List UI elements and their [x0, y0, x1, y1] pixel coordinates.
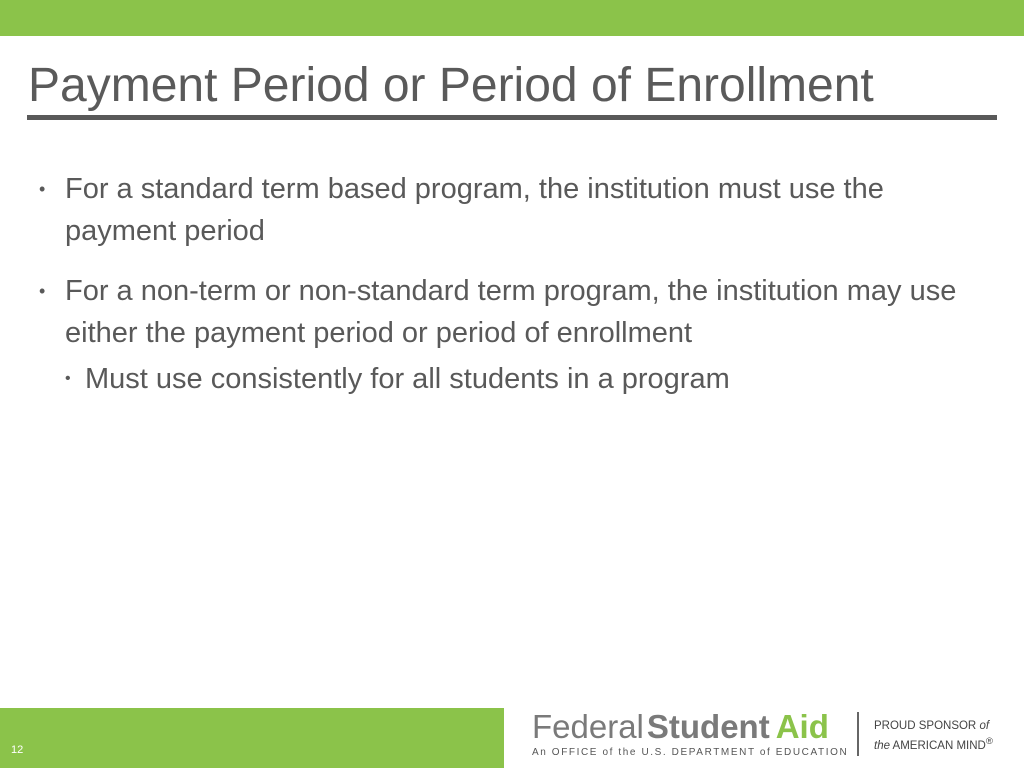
- sponsor-the: the: [874, 739, 890, 752]
- bullet-text: For a standard term based program, the institution must use the payment period: [65, 173, 884, 247]
- logo-federal: Federal: [532, 708, 644, 745]
- logo-student: Student: [646, 708, 770, 745]
- page-number: 12: [11, 744, 24, 756]
- bullet-dot-icon: •: [39, 179, 46, 199]
- top-accent-bar: [0, 0, 1024, 36]
- sub-bullet-text: Must use consistently for all students in a program: [85, 363, 730, 395]
- footer-green-band: [0, 708, 504, 768]
- federal-student-aid-logo: [532, 709, 848, 758]
- sponsor-of: of: [979, 720, 990, 732]
- logo-aid: Aid: [775, 708, 829, 745]
- title-underline: [27, 115, 997, 120]
- sub-bullet-item: [65, 358, 986, 400]
- bullet-text: For a non-term or non-standard term program, the institution may use either the payment period or period of enrollment: [65, 275, 957, 349]
- proud-sponsor-text: [874, 719, 993, 754]
- registered-mark: ®: [985, 736, 993, 747]
- slide-title: Payment Period or Period of Enrollment: [28, 59, 874, 112]
- sub-bullet-list: [65, 358, 986, 400]
- bullet-item: [36, 168, 986, 252]
- bullet-dot-icon: •: [39, 281, 46, 301]
- logo-tagline: An OFFICE of the U.S. DEPARTMENT of EDUCATION: [532, 747, 849, 758]
- sponsor-line2: AMERICAN MIND: [890, 739, 986, 752]
- bullet-list: [36, 168, 986, 418]
- logo-divider: [857, 712, 859, 756]
- sponsor-line1: PROUD SPONSOR: [874, 720, 980, 732]
- bullet-dot-icon: •: [65, 370, 71, 387]
- bullet-item: [36, 270, 986, 400]
- logo-wordmark: [532, 709, 848, 745]
